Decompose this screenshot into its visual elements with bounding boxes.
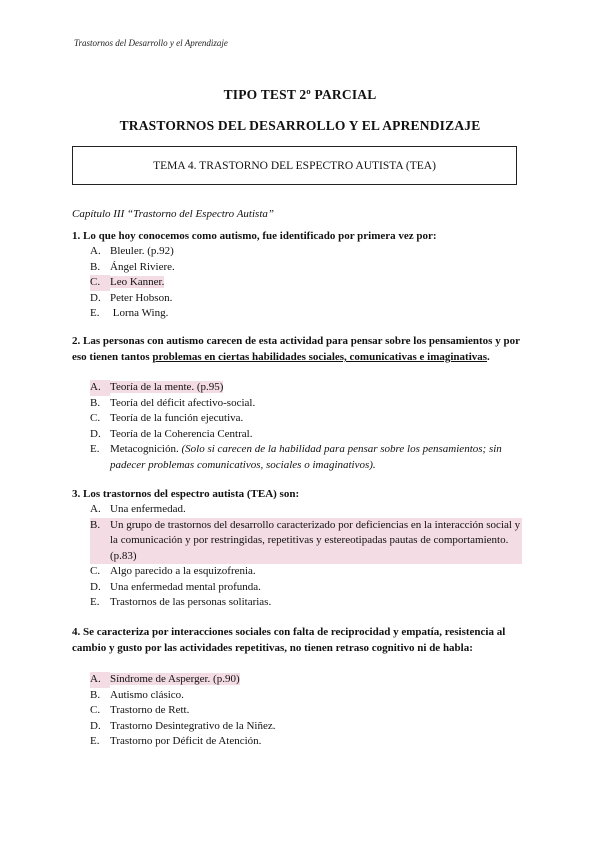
option-2e: E. Metacognición. (Solo si carecen de la habilidad para pensar sobre los pensamientos; sin padecer problemas comunicativos, sociales o imaginativos). xyxy=(90,443,502,471)
option-2e-note: (Solo si carecen de la habilidad para pensar sobre los pensamientos; sin padecer problemas comunicativos, sociales o imaginativos). xyxy=(110,443,502,471)
option-4a-correct: A. Síndrome de Asperger. (p.90) xyxy=(90,672,522,688)
topic-box xyxy=(72,146,517,185)
option-3c: C. Algo parecido a la esquizofrenia. xyxy=(90,565,256,577)
running-header: Trastornos del Desarrollo y el Aprendizaje xyxy=(74,38,228,48)
option-4d: D. Trastorno Desintegrativo de la Niñez. xyxy=(90,719,276,732)
option-1b: B. Ángel Riviere. xyxy=(90,260,175,273)
question-1-stem: 1. Lo que hoy conocemos como autismo, fue identificado por primera vez por: xyxy=(72,230,437,242)
option-4c: C. Trastorno de Rett. xyxy=(90,704,190,716)
page-subtitle: TRASTORNOS DEL DESARROLLO Y EL APRENDIZAJE xyxy=(119,118,481,133)
question-2-options xyxy=(90,380,522,473)
option-1c-correct: C. Leo Kanner. xyxy=(90,275,522,291)
option-2d: D. Teoría de la Coherencia Central. xyxy=(90,427,253,440)
question-1-options xyxy=(90,244,522,322)
question-2-stem: 2. Las personas con autismo carecen de esta actividad para pensar sobre los pensamientos y por eso tienen tantos problemas en ciertas habilidades sociales, comunicativas e imaginativas. xyxy=(72,335,520,363)
question-4-stem: 4. Se caracteriza por interacciones sociales con falta de reciprocidad y empatía, resistencia al cambio y gusto por las actividades repetitivas, no tienen retraso cognitivo ni de habla: xyxy=(72,626,506,654)
page-title: TIPO TEST 2º PARCIAL xyxy=(223,87,377,102)
question-3-stem: 3. Los trastornos del espectro autista (TEA) son: xyxy=(72,488,300,500)
option-3a: A. Una enfermedad. xyxy=(90,503,186,515)
chapter-heading: Capítulo III “Trastorno del Espectro Autista” xyxy=(72,208,274,220)
option-1d: D. Peter Hobson. xyxy=(90,291,173,304)
topic-title: TEMA 4. TRASTORNO DEL ESPECTRO AUTISTA (TEA) xyxy=(153,159,436,172)
option-1e: E. Lorna Wing. xyxy=(90,307,169,319)
question-3-options xyxy=(90,502,522,611)
question-4-options xyxy=(90,672,522,750)
option-3b-correct: B. Un grupo de trastornos del desarrollo caracterizado por deficiencias en la interacción social y la comunicación y por restringidas, repetitivas y estereotipadas pautas de comportamiento. (p.83) xyxy=(90,518,522,565)
option-1a: A. Bleuler. (p.92) xyxy=(90,245,174,257)
option-4b: B. Autismo clásico. xyxy=(90,688,184,701)
option-2a-correct: A. Teoría de la mente. (p.95) xyxy=(90,380,522,396)
option-2b: B. Teoría del déficit afectivo-social. xyxy=(90,396,256,409)
option-4e: E. Trastorno por Déficit de Atención. xyxy=(90,735,262,747)
option-2c: C. Teoría de la función ejecutiva. xyxy=(90,412,244,424)
option-3e: E. Trastornos de las personas solitarias. xyxy=(90,596,272,608)
option-3d: D. Una enfermedad mental profunda. xyxy=(90,580,261,593)
